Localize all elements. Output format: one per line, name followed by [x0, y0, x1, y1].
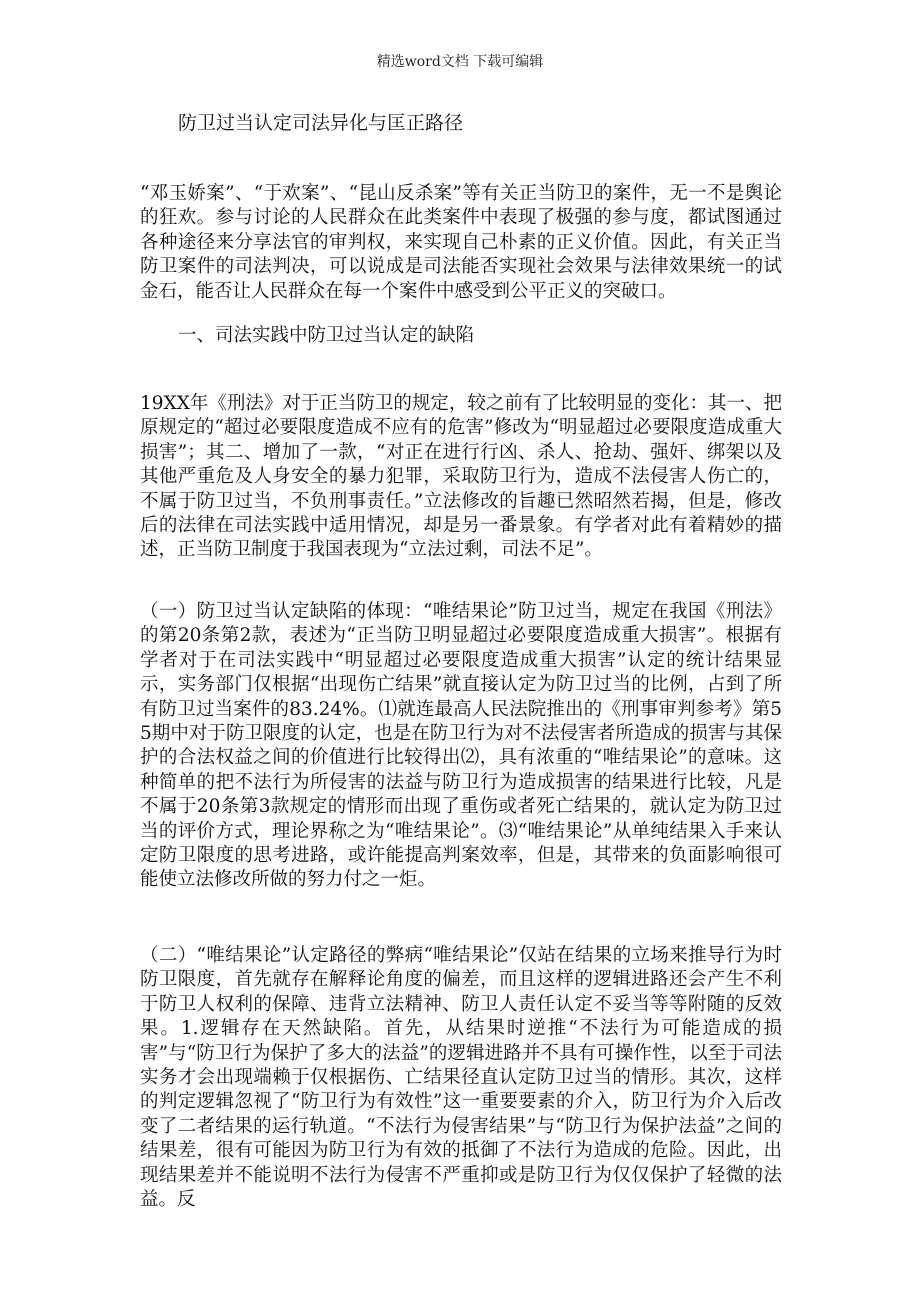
document-title: 防卫过当认定司法异化与匡正路径 — [178, 112, 464, 134]
page-header: 精选word文档 下载可编辑 — [376, 54, 544, 70]
body-paragraph-1: “邓玉娇案”、“于欢案”、“昆山反杀案”等有关正当防卫的案件，无一不是舆论的狂欢。参与讨论的人民群众在此类案件中表现了极强的参与度，都试图通过各种途径来分享法官的审判权，来实现自己朴素的正义价值。因此，有关正当防卫案件的司法判决，可以说成是司法能否实现社会效果与法律效果统一的试金石，能否让人民群众在每一个案件中感受到公平正义的突破口。 — [140, 183, 782, 302]
body-paragraph-2: 19XX年《刑法》对于正当防卫的规定，较之前有了比较明显的变化：其一、把原规定的“超过必要限度造成不应有的危害”修改为“明显超过必要限度造成重大损害”；其二、增加了一款，“对正在进行行凶、杀人、抢劫、强奸、绑架以及其他严重危及人身安全的暴力犯罪，采取防卫行为，造成不法侵害人伤亡的，不属于防卫过当，不负刑事责任。”立法修改的旨趣已然昭然若揭，但是，修改后的法律在司法实践中适用情况，却是另一番景象。有学者对此有着精妙的描述，正当防卫制度于我国表现为“立法过剩，司法不足”。 — [140, 393, 782, 561]
body-paragraph-3: （一）防卫过当认定缺陷的体现：“唯结果论”防卫过当，规定在我国《刑法》的第20条第2款，表述为“正当防卫明显超过必要限度造成重大损害”。根据有学者对于在司法实践中“明显超过必要限度造成重大损害”认定的统计结果显示，实务部门仅根据“出现伤亡结果”就直接认定为防卫过当的比例，占到了所有防卫过当案件的83.24%。⑴就连最高人民法院推出的《刑事审判参考》第55期中对于防卫限度的认定，也是在防卫行为对不法侵害者所造成的损害与其保护的合法权益之间的价值进行比较得出⑵，具有浓重的“唯结果论”的意味。这种简单的把不法行为所侵害的法益与防卫行为造成损害的结果进行比较，凡是不属于20条第3款规定的情形而出现了重伤或者死亡结果的，就认定为防卫过当的评价方式，理论界称之为“唯结果论”。⑶“唯结果论”从单纯结果入手来认定防卫限度的思考进路，或许能提高判案效率，但是，其带来的负面影响很可能使立法修改所做的努力付之一炬。 — [140, 601, 782, 891]
body-paragraph-4: （二）“唯结果论”认定路径的弊病“唯结果论”仅站在结果的立场来推导行为时防卫限度，首先就存在解释论角度的偏差，而且这样的逻辑进路还会产生不利于防卫人权利的保障、违背立法精神、防卫人责任认定不妥当等等附随的反效果。1.逻辑存在天然缺陷。首先，从结果时逆推“不法行为可能造成的损害”与“防卫行为保护了多大的法益”的逻辑进路并不具有可操作性，以至于司法实务才会出现端赖于仅根据伤、亡结果径直认定防卫过当的情形。其次，这样的判定逻辑忽视了“防卫行为有效性”这一重要要素的介入，防卫行为介入后改变了二者结果的运行轨道。“不法行为侵害结果”与“防卫行为保护法益”之间的结果差，很有可能因为防卫行为有效的抵御了不法行为造成的危险。因此，出现结果差并不能说明不法行为侵害不严重抑或是防卫行为仅仅保护了轻微的法益。反 — [140, 945, 782, 1211]
section-heading-1: 一、司法实践中防卫过当认定的缺陷 — [178, 325, 475, 346]
